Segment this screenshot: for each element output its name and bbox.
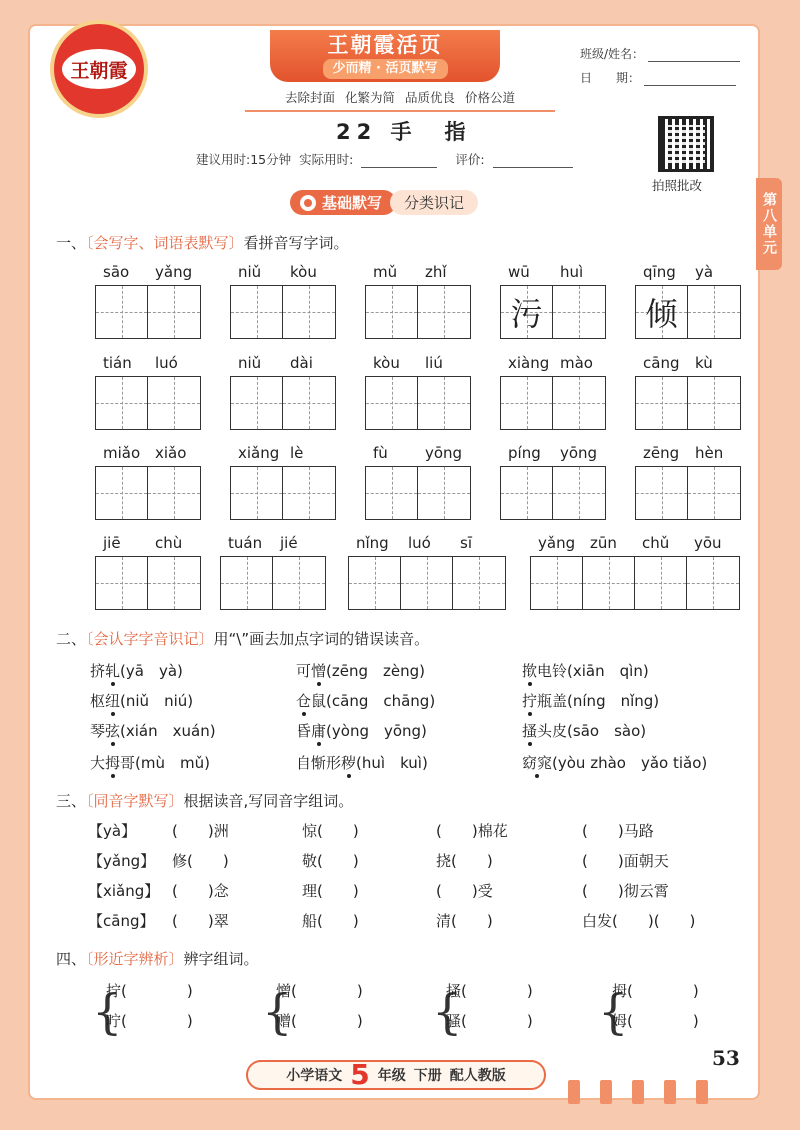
pinyin-label: xiàng	[508, 354, 550, 372]
pronunciation-options: (huì kuì)	[356, 754, 428, 772]
page-title: 22 手 指	[336, 120, 472, 144]
pinyin-label: sāo	[103, 263, 130, 281]
writing-grid	[365, 285, 471, 339]
word-part: 哥	[120, 754, 136, 772]
pinyin-label: niǔ	[238, 263, 262, 281]
writing-cell[interactable]	[221, 557, 273, 609]
homophone-blank[interactable]: 挠( )	[436, 852, 493, 870]
footer-grade-number: 5	[350, 1058, 370, 1091]
similar-char-blank[interactable]: 憎( )	[276, 982, 363, 1000]
writing-cell[interactable]	[453, 557, 505, 609]
homophone-blank[interactable]: 清( )	[436, 912, 493, 930]
section-label-primary: 基础默写	[322, 194, 383, 212]
pinyin-label: hèn	[695, 444, 724, 462]
homophone-blank[interactable]: ( )洲	[172, 822, 229, 840]
writing-cell[interactable]	[501, 286, 553, 338]
pronunciation-item[interactable]	[522, 690, 659, 711]
writing-grid	[95, 285, 201, 339]
pinyin-label: zūn	[590, 534, 617, 552]
q1-heading	[56, 232, 349, 253]
writing-cell[interactable]	[553, 286, 605, 338]
pinyin-label: tián	[103, 354, 132, 372]
pronunciation-options: (mù mǔ)	[135, 754, 210, 772]
homophone-blank[interactable]: 惊( )	[302, 822, 359, 840]
writing-cell[interactable]	[636, 286, 688, 338]
writing-cell[interactable]	[231, 467, 283, 519]
q2-heading	[56, 628, 429, 649]
homophone-blank[interactable]: ( )棉花	[436, 822, 508, 840]
writing-cell[interactable]	[636, 377, 688, 429]
pronunciation-item[interactable]	[296, 720, 427, 741]
q3-tag: 〔同音字默写〕	[86, 792, 184, 810]
rating-field[interactable]	[493, 154, 573, 168]
dotted-char: 憎	[311, 662, 327, 680]
pinyin-label: mǔ	[373, 263, 398, 281]
pinyin-label: yōng	[560, 444, 598, 462]
dotted-char: 庸	[311, 722, 327, 740]
pronunciation-options: (zēng zèng)	[326, 662, 425, 680]
pinyin-label: huì	[560, 263, 584, 281]
word-part: 枢	[90, 692, 106, 710]
pronunciation-item[interactable]	[90, 690, 193, 711]
written-char: 倾	[645, 295, 678, 333]
writing-cell[interactable]	[273, 557, 325, 609]
pronunciation-item[interactable]	[296, 660, 425, 681]
unit-side-tab: 第八单元	[756, 178, 782, 270]
homophone-blank[interactable]: 敬( )	[302, 852, 359, 870]
pronunciation-item[interactable]	[296, 690, 435, 711]
pinyin-label: chǔ	[642, 534, 670, 552]
q3-text: 根据读音,写同音字组词。	[183, 792, 354, 810]
writing-cell[interactable]	[349, 557, 401, 609]
date-field[interactable]	[644, 72, 736, 86]
writing-grid	[635, 285, 741, 339]
homophone-blank[interactable]: ( )彻云霄	[582, 882, 669, 900]
pinyin-label: yà	[695, 263, 714, 281]
pinyin-label: dài	[290, 354, 313, 372]
pinyin-label: cāng	[643, 354, 680, 372]
suggested-time: 建议用时:15分钟	[196, 152, 292, 167]
pinyin-label: tuán	[228, 534, 263, 552]
writing-cell[interactable]	[148, 467, 200, 519]
pinyin-label: luó	[408, 534, 431, 552]
q4-number: 四、	[56, 950, 87, 968]
pinyin-label: kù	[695, 354, 713, 372]
pinyin-label: niǔ	[238, 354, 262, 372]
q1-number: 一、	[56, 234, 87, 252]
writing-cell[interactable]	[401, 557, 453, 609]
writing-cell[interactable]	[231, 286, 283, 338]
q4-text: 辨字组词。	[183, 950, 259, 968]
pronunciation-options: (cāng chāng)	[326, 692, 436, 710]
homophone-reading-label: 【yà】	[88, 822, 137, 840]
word-part: 电铃	[537, 662, 568, 680]
pinyin-label: fù	[373, 444, 388, 462]
writing-cell[interactable]	[283, 286, 335, 338]
writing-grid	[95, 466, 201, 520]
brand-banner	[270, 30, 500, 82]
dotted-char: 仓	[296, 692, 312, 710]
dotted-char: 窈窕	[522, 754, 553, 772]
brace-icon: {	[92, 984, 123, 1040]
writing-cell[interactable]	[418, 467, 470, 519]
pronunciation-item[interactable]	[522, 660, 649, 681]
pinyin-label: liú	[425, 354, 443, 372]
section-header	[290, 190, 478, 215]
writing-grid	[230, 466, 336, 520]
word-part: 大	[90, 754, 106, 772]
homophone-blank[interactable]: ( )翠	[172, 912, 229, 930]
pronunciation-options: (yòng yōng)	[326, 722, 427, 740]
writing-cell[interactable]	[366, 377, 418, 429]
medal-icon	[300, 195, 316, 211]
writing-grid	[348, 556, 506, 610]
writing-cell[interactable]	[531, 557, 583, 609]
writing-cell[interactable]	[418, 377, 470, 429]
writing-cell[interactable]	[148, 557, 200, 609]
writing-cell[interactable]	[501, 467, 553, 519]
writing-cell[interactable]	[687, 557, 739, 609]
writing-cell[interactable]	[96, 467, 148, 519]
slogan: 去除封面 化繁为简 品质优良 价格公道	[245, 88, 555, 112]
word-part: 头皮	[537, 722, 568, 740]
dotted-char: 弦	[105, 722, 121, 740]
word-part: 挤	[90, 662, 106, 680]
writing-cell[interactable]	[583, 557, 635, 609]
student-info	[580, 38, 740, 86]
homophone-blank[interactable]: ( )面朝天	[582, 852, 669, 870]
footer-edition: 配人教版	[449, 1068, 506, 1084]
pinyin-label: yǎng	[538, 534, 576, 552]
pinyin-label: zēng	[643, 444, 680, 462]
pinyin-label: zhǐ	[425, 263, 447, 281]
writing-grid	[500, 466, 606, 520]
page-number: 53	[712, 1046, 740, 1070]
pronunciation-options: (níng nǐng)	[567, 692, 660, 710]
pronunciation-options: (xiān qìn)	[567, 662, 649, 680]
time-meta	[196, 150, 573, 168]
writing-cell[interactable]	[96, 377, 148, 429]
dotted-char: 轧	[105, 662, 121, 680]
writing-grid	[95, 556, 201, 610]
homophone-blank[interactable]: ( )马路	[582, 822, 654, 840]
writing-grid	[635, 376, 741, 430]
word-part: 琴	[90, 722, 106, 740]
brace-icon: {	[598, 984, 629, 1040]
pronunciation-item[interactable]	[90, 720, 216, 741]
footer-subject: 小学语文	[286, 1068, 343, 1084]
writing-grid	[530, 556, 740, 610]
pinyin-label: lè	[290, 444, 304, 462]
pinyin-label: luó	[155, 354, 178, 372]
pinyin-label: kòu	[290, 263, 317, 281]
dotted-char: 揿	[522, 662, 538, 680]
pronunciation-options: (yòu zhào yǎo tiǎo)	[552, 754, 708, 772]
brand-subtitle: 少而精 · 活页默写	[323, 59, 448, 79]
q3-number: 三、	[56, 792, 87, 810]
actual-time-field[interactable]	[361, 154, 437, 168]
similar-char-blank[interactable]: 姆( )	[612, 1012, 699, 1030]
word-part: 鼠	[311, 692, 327, 710]
pinyin-label: sī	[460, 534, 472, 552]
dotted-char: 纽	[105, 692, 121, 710]
pinyin-label: nǐng	[356, 534, 389, 552]
q1-text: 看拼音写字词。	[243, 234, 349, 252]
q2-number: 二、	[56, 630, 87, 648]
writing-grid	[365, 376, 471, 430]
pinyin-label: yǎng	[155, 263, 193, 281]
pinyin-label: píng	[508, 444, 541, 462]
actual-time-label: 实际用时:	[299, 152, 354, 167]
written-char: 污	[510, 295, 543, 333]
pinyin-label: yōu	[694, 534, 722, 552]
pronunciation-item[interactable]	[522, 720, 646, 741]
pinyin-label: qīng	[643, 263, 676, 281]
pinyin-label: jié	[280, 534, 298, 552]
homophone-reading-label: 【xiǎng】	[88, 882, 160, 900]
writing-cell[interactable]	[231, 377, 283, 429]
pinyin-label: yōng	[425, 444, 463, 462]
brand-title: 王朝霞活页	[327, 32, 443, 57]
writing-cell[interactable]	[148, 286, 200, 338]
pronunciation-options: (xián xuán)	[120, 722, 216, 740]
footer-volume: 下册	[413, 1068, 442, 1084]
writing-cell[interactable]	[96, 286, 148, 338]
homophone-reading-label: 【yǎng】	[88, 852, 156, 870]
writing-grid	[500, 376, 606, 430]
brand-logo	[50, 20, 148, 118]
writing-cell[interactable]	[688, 377, 740, 429]
pronunciation-options: (sāo sào)	[567, 722, 647, 740]
writing-grid	[635, 466, 741, 520]
homophone-blank[interactable]: 修( )	[172, 852, 229, 870]
homophone-blank[interactable]: 船( )	[302, 912, 359, 930]
pronunciation-item[interactable]	[522, 752, 707, 773]
q2-text: 用“\”画去加点字词的错误读音。	[213, 630, 430, 648]
similar-char-blank[interactable]: 搔( )	[446, 982, 533, 1000]
writing-cell[interactable]	[283, 467, 335, 519]
dotted-char: 搔	[522, 722, 538, 740]
class-name-field[interactable]	[648, 48, 740, 62]
writing-cell[interactable]	[366, 286, 418, 338]
class-name-label: 班级/姓名：	[580, 47, 645, 61]
binder-tabs	[568, 1080, 708, 1104]
dotted-char: 拇	[105, 754, 121, 772]
writing-cell[interactable]	[283, 377, 335, 429]
writing-grid	[230, 285, 336, 339]
homophone-blank[interactable]: 白发( )( )	[582, 912, 696, 930]
writing-cell[interactable]	[553, 467, 605, 519]
homophone-blank[interactable]: 理( )	[302, 882, 359, 900]
qr-label: 拍照批改	[652, 178, 703, 193]
homophone-blank[interactable]: ( )念	[172, 882, 229, 900]
word-part: 昏	[296, 722, 312, 740]
similar-char-blank[interactable]: 咛( )	[106, 1012, 193, 1030]
homophone-reading-label: 【cāng】	[88, 912, 155, 930]
word-part: 瓶盖	[537, 692, 568, 710]
q4-heading	[56, 948, 259, 969]
writing-grid	[220, 556, 326, 610]
q1-tag: 〔会写字、词语表默写〕	[86, 234, 244, 252]
dotted-char: 拧	[522, 692, 538, 710]
rating-label: 评价:	[455, 152, 485, 167]
writing-cell[interactable]	[96, 557, 148, 609]
writing-cell[interactable]	[148, 377, 200, 429]
writing-cell[interactable]	[688, 286, 740, 338]
qr-code-icon[interactable]	[658, 116, 714, 172]
writing-grid	[365, 466, 471, 520]
writing-cell[interactable]	[418, 286, 470, 338]
writing-grid	[500, 285, 606, 339]
writing-grid	[95, 376, 201, 430]
pinyin-label: mào	[560, 354, 593, 372]
footer-grade: 年级	[377, 1068, 406, 1084]
dotted-char: 秽	[341, 754, 357, 772]
writing-cell[interactable]	[636, 467, 688, 519]
pinyin-label: kòu	[373, 354, 400, 372]
writing-cell[interactable]	[688, 467, 740, 519]
pinyin-label: wū	[508, 263, 530, 281]
pronunciation-options: (niǔ niú)	[120, 692, 194, 710]
q2-tag: 〔会认字字音识记〕	[86, 630, 214, 648]
pronunciation-item[interactable]	[296, 752, 428, 773]
date-label: 日 期：	[580, 71, 641, 85]
word-part: 自惭形	[296, 754, 342, 772]
writing-cell[interactable]	[366, 467, 418, 519]
homophone-blank[interactable]: ( )受	[436, 882, 493, 900]
pinyin-label: xiǎng	[238, 444, 280, 462]
footer-badge	[246, 1060, 546, 1090]
pronunciation-item[interactable]	[90, 660, 183, 681]
writing-cell[interactable]	[553, 377, 605, 429]
pronunciation-item[interactable]	[90, 752, 210, 773]
q4-tag: 〔形近字辨析〕	[86, 950, 184, 968]
pinyin-label: xiǎo	[155, 444, 187, 462]
section-pill-secondary: 分类识记	[390, 190, 478, 215]
writing-cell[interactable]	[635, 557, 687, 609]
brace-icon: {	[262, 984, 293, 1040]
pinyin-label: miǎo	[103, 444, 141, 462]
pronunciation-options: (yā yà)	[120, 662, 183, 680]
section-pill-primary	[290, 190, 396, 215]
similar-char-blank[interactable]: 拧( )	[106, 982, 193, 1000]
writing-cell[interactable]	[501, 377, 553, 429]
similar-char-blank[interactable]: 赠( )	[276, 1012, 363, 1030]
brace-icon: {	[432, 984, 463, 1040]
writing-grid	[230, 376, 336, 430]
similar-char-blank[interactable]: 拇( )	[612, 982, 699, 1000]
pinyin-label: jiē	[103, 534, 121, 552]
logo-text: 王朝霞	[62, 49, 136, 89]
pinyin-label: chù	[155, 534, 183, 552]
word-part: 可	[296, 662, 312, 680]
q3-heading	[56, 790, 353, 811]
similar-char-blank[interactable]: 骚( )	[446, 1012, 533, 1030]
